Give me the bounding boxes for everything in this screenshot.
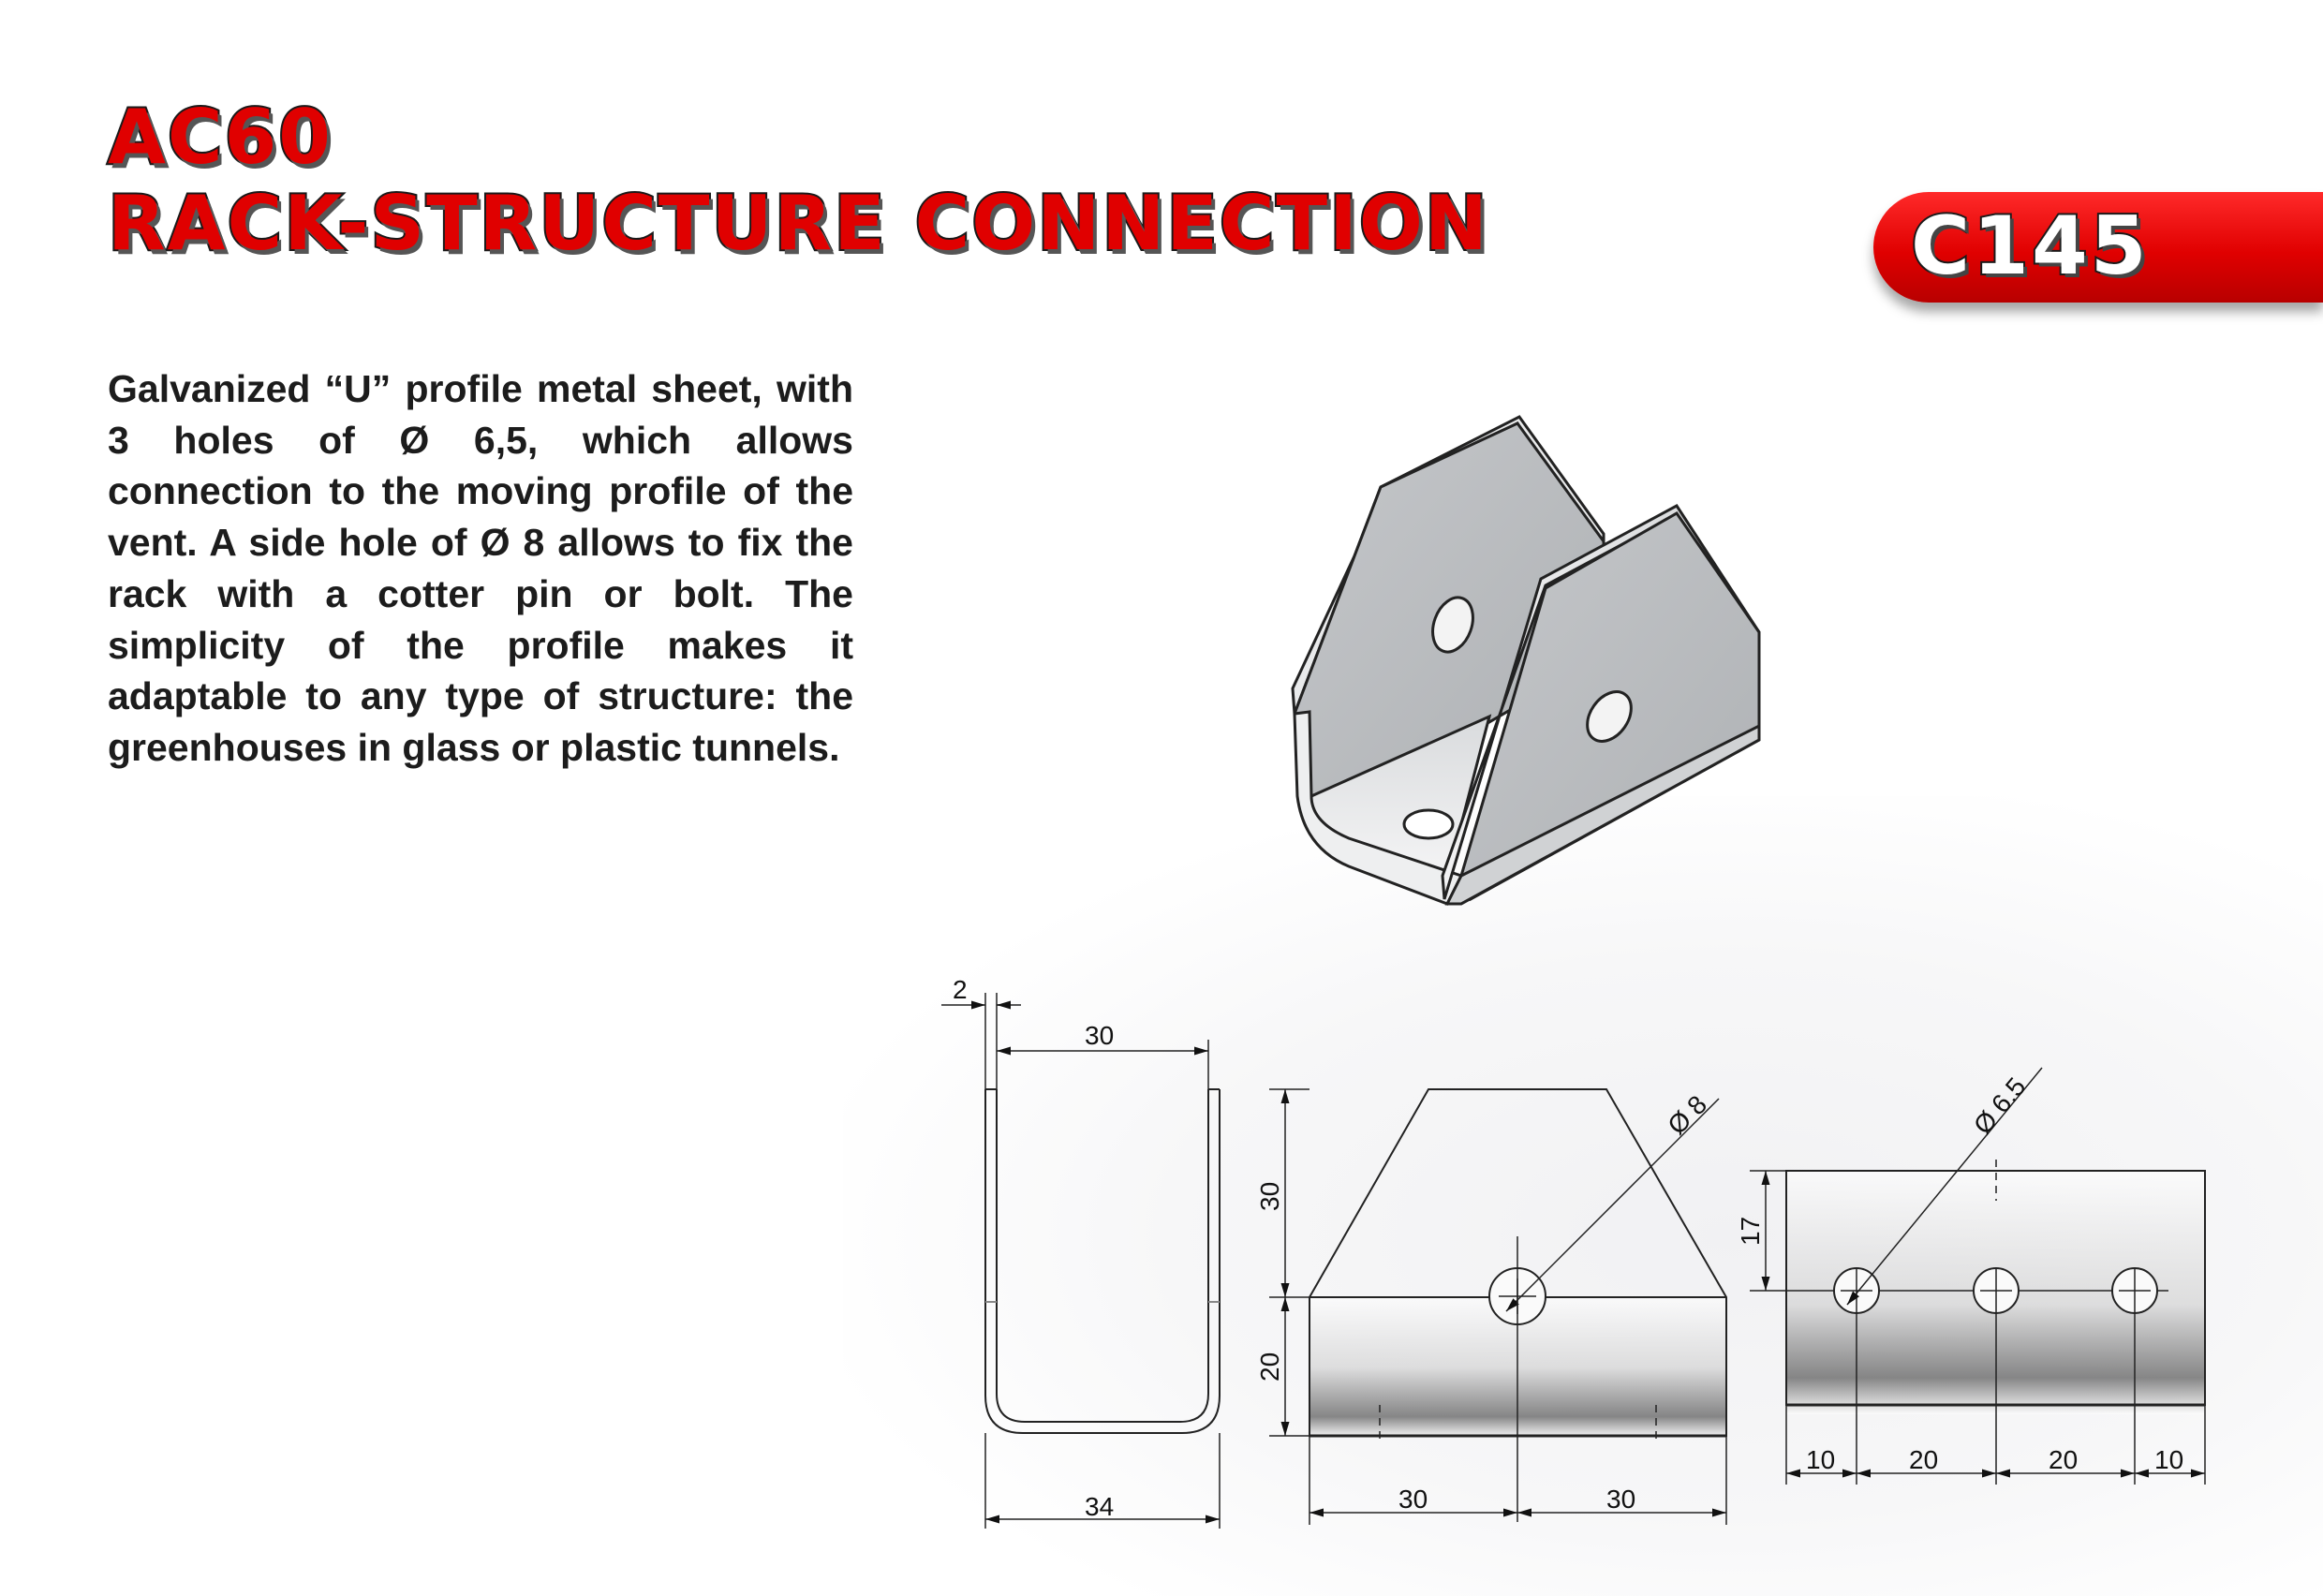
model-title: AC60 (108, 94, 333, 181)
dim-upper-height: 30 (1255, 1181, 1284, 1211)
side-view-drawing (1269, 1089, 1726, 1525)
dim-lower-height: 20 (1255, 1352, 1284, 1382)
bottom-view-drawing (1750, 1068, 2205, 1485)
dim-outer-width: 34 (1085, 1492, 1115, 1521)
front-view-drawing (941, 993, 1220, 1529)
dim-spacing-4: 10 (2154, 1445, 2184, 1474)
dim-spacing-1: 10 (1806, 1445, 1836, 1474)
product-title: RACK-STRUCTURE CONNECTION (108, 180, 1489, 267)
dim-right-half: 30 (1606, 1485, 1636, 1514)
dim-left-half: 30 (1398, 1485, 1428, 1514)
product-code: C145 (1911, 200, 2150, 293)
product-description: Galvanized “U” profile metal sheet, with 3 holes of Ø 6,5, which allows connection to the moving profile of the vent. A side hole of Ø 8 allows to fix the rack with a cotter pin or bolt. The simplicity of the profile makes it adaptable to any type of structure: the greenhouses in glass or plastic tunnels. (108, 367, 853, 769)
dim-spacing-3: 20 (2049, 1445, 2079, 1474)
dim-side-hole-diameter: Ø 8 (1662, 1089, 1713, 1141)
dim-hole-height: 17 (1736, 1216, 1765, 1246)
dim-spacing-2: 20 (1909, 1445, 1939, 1474)
dim-thickness: 2 (953, 975, 968, 1004)
dim-bottom-hole-diameter: Ø 6.5 (1967, 1071, 2032, 1140)
dim-inner-width: 30 (1085, 1021, 1115, 1050)
